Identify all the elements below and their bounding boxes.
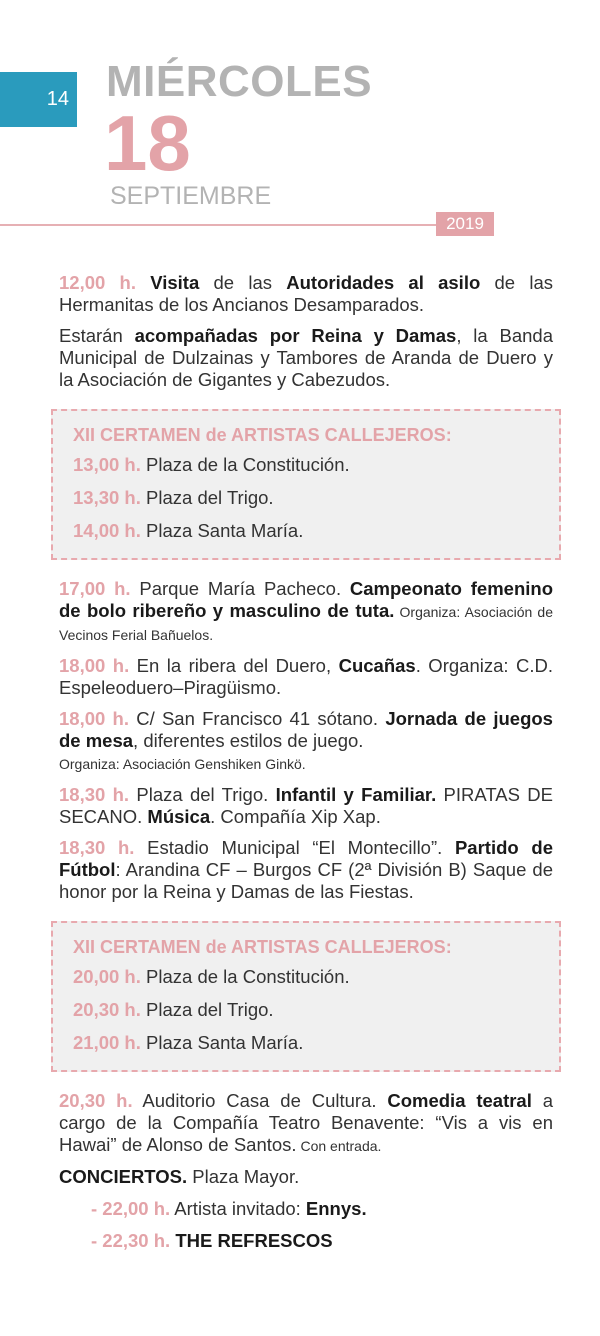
event-place: Plaza de la Constitución. bbox=[140, 966, 350, 987]
event-highlight: Autoridades al asilo bbox=[286, 272, 481, 293]
event-highlight: Partido de Fútbol bbox=[59, 837, 553, 880]
box-item bbox=[73, 454, 539, 476]
event-highlight: THE REFRESCOS bbox=[175, 1230, 333, 1251]
event-text: Estarán bbox=[59, 325, 135, 346]
event-time: 20,30 h. bbox=[73, 999, 141, 1020]
event-text: , la Banda Municipal de Dulzainas y Tambores de Aranda de Duero y la Asociación de Gigantes y Cabezudos. bbox=[59, 325, 553, 390]
page-number: 14 bbox=[46, 88, 69, 110]
event-time: 20,30 h. bbox=[59, 1090, 133, 1111]
year-badge: 2019 bbox=[436, 212, 494, 236]
concert-item bbox=[91, 1198, 553, 1220]
event-time: 18,30 h. bbox=[59, 784, 130, 805]
event-place: Plaza del Trigo. bbox=[140, 999, 274, 1020]
event-highlight: Cucañas bbox=[338, 655, 416, 676]
event-futbol bbox=[59, 837, 553, 903]
concerts-place: Plaza Mayor. bbox=[187, 1166, 300, 1187]
event-text: Auditorio Casa de Cultura. bbox=[132, 1090, 388, 1111]
event-piratas bbox=[59, 784, 553, 828]
event-text: C/ San Francisco 41 sótano. bbox=[128, 708, 386, 729]
event-comedia bbox=[59, 1090, 553, 1157]
box-item bbox=[73, 999, 539, 1021]
page-number-tab bbox=[0, 72, 77, 127]
event-time: 18,30 h. bbox=[59, 837, 135, 858]
event-text: : Arandina CF – Burgos CF (2ª División B) Saque de honor por la Reina y Damas de las Fiestas. bbox=[59, 859, 553, 902]
concerts-heading bbox=[59, 1166, 553, 1188]
concerts-title: CONCIERTOS. bbox=[59, 1166, 188, 1187]
event-text: . Compañía Xip Xap. bbox=[210, 806, 381, 827]
event-highlight: acompañadas por Reina y Damas bbox=[134, 325, 457, 346]
event-place: Plaza Santa María. bbox=[140, 1032, 304, 1053]
event-time: 17,00 h. bbox=[59, 578, 131, 599]
event-highlight: Campeonato femenino de bolo ribereño y masculino de tuta. bbox=[59, 578, 553, 621]
event-text: Artista invitado: bbox=[170, 1198, 306, 1219]
event-text: Parque María Pacheco. bbox=[130, 578, 350, 599]
event-text bbox=[136, 272, 150, 293]
event-text: a cargo de la Compañía Teatro Benavente: “Vis a vis en Hawai” de Alonso de Santos. bbox=[59, 1090, 553, 1155]
box-item bbox=[73, 487, 539, 509]
concert-item bbox=[91, 1230, 553, 1252]
event-time: 12,00 h. bbox=[59, 272, 136, 293]
event-visita bbox=[59, 272, 553, 316]
event-text: Estadio Municipal “El Montecillo”. bbox=[134, 837, 455, 858]
event-cucanas bbox=[59, 655, 553, 699]
box-item bbox=[73, 520, 539, 542]
event-visita-details bbox=[59, 325, 553, 391]
event-juegos bbox=[59, 708, 553, 775]
event-place: Plaza del Trigo. bbox=[140, 487, 274, 508]
event-time: 20,00 h. bbox=[73, 966, 141, 987]
box-title: XII CERTAMEN de ARTISTAS CALLEJEROS: bbox=[73, 425, 452, 445]
event-organizer: Organiza: Asociación Genshiken Ginkö. bbox=[59, 756, 306, 772]
event-text: PIRATAS DE SECANO. bbox=[59, 784, 553, 827]
event-highlight: Infantil y Familiar. bbox=[275, 784, 437, 805]
event-time: 18,00 h. bbox=[59, 708, 129, 729]
schedule-content bbox=[59, 272, 553, 1262]
event-place: Plaza Santa María. bbox=[140, 520, 304, 541]
event-place: Plaza de la Constitución. bbox=[140, 454, 350, 475]
event-highlight: Visita bbox=[150, 272, 200, 293]
event-organizer: Organiza: Asociación de Vecinos Ferial Bañuelos. bbox=[59, 604, 553, 643]
event-highlight: Música bbox=[147, 806, 211, 827]
artists-box-evening bbox=[51, 921, 561, 1072]
event-bolo bbox=[59, 578, 553, 646]
event-time: 13,30 h. bbox=[73, 487, 141, 508]
event-time: - 22,30 h. bbox=[91, 1230, 171, 1251]
event-time: 18,00 h. bbox=[59, 655, 130, 676]
event-text: , diferentes estilos de juego. bbox=[133, 730, 364, 751]
artists-box-morning bbox=[51, 409, 561, 560]
event-highlight: Comedia teatral bbox=[387, 1090, 532, 1111]
event-time: 14,00 h. bbox=[73, 520, 141, 541]
event-text: Plaza del Trigo. bbox=[129, 784, 276, 805]
event-time: 21,00 h. bbox=[73, 1032, 141, 1053]
event-text: . Organiza: C.D. Espeleoduero–Piragüismo. bbox=[59, 655, 553, 698]
event-time: - 22,00 h. bbox=[91, 1198, 171, 1219]
day-number: 18 bbox=[104, 99, 191, 187]
event-text: En la ribera del Duero, bbox=[129, 655, 339, 676]
weekday-heading: MIÉRCOLES bbox=[106, 57, 373, 106]
month-label: SEPTIEMBRE bbox=[110, 182, 272, 210]
event-time: 13,00 h. bbox=[73, 454, 141, 475]
event-highlight: Ennys. bbox=[305, 1198, 367, 1219]
event-highlight: Jornada de juegos de mesa bbox=[59, 708, 553, 751]
box-title: XII CERTAMEN de ARTISTAS CALLEJEROS: bbox=[73, 937, 452, 957]
box-item bbox=[73, 1032, 539, 1054]
header-divider bbox=[0, 224, 438, 226]
event-text: de las Hermanitas de los Ancianos Desamparados. bbox=[59, 272, 553, 315]
box-item bbox=[73, 966, 539, 988]
event-text: de las bbox=[199, 272, 287, 293]
event-note: Con entrada. bbox=[296, 1138, 382, 1154]
